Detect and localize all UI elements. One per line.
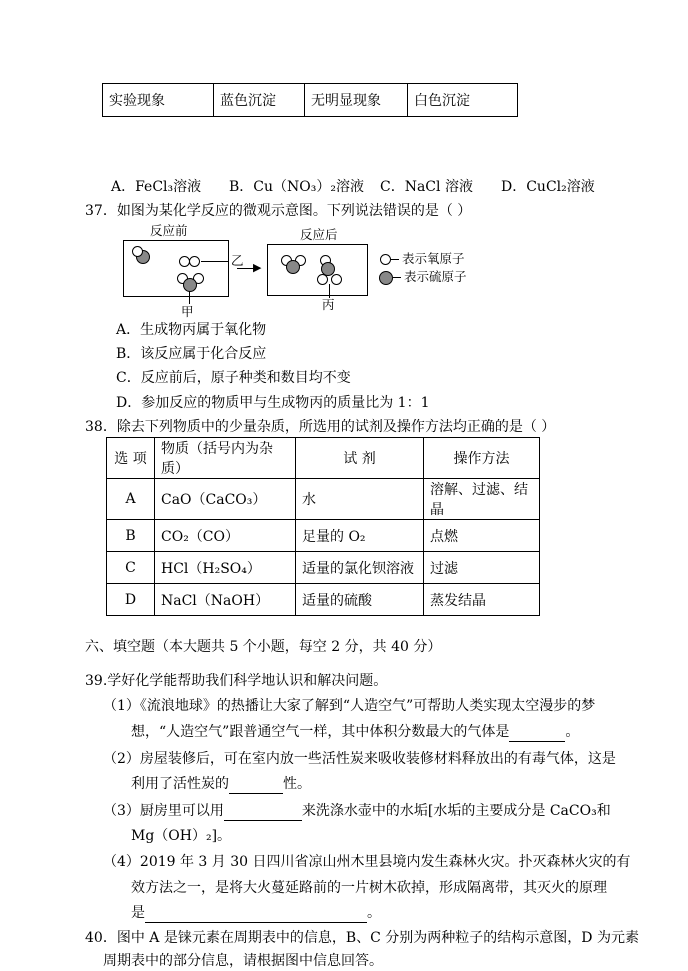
table-cell: 溶解、过滤、结晶	[424, 479, 540, 520]
table-cell: HCl（H₂SO₄）	[155, 552, 296, 584]
table-header: 操作方法	[424, 438, 540, 479]
table-cell: C	[107, 552, 155, 584]
arrow-head-icon: ▶	[253, 261, 262, 274]
q36-option-c: C．NaCl 溶液	[380, 179, 473, 195]
label-line	[201, 261, 229, 262]
legend-sulfur-icon	[379, 271, 393, 285]
oxygen-atom	[317, 274, 328, 285]
legend-line	[393, 277, 401, 278]
table-header: 试 剂	[296, 438, 424, 479]
q39-part4: （4）2019 年 3 月 30 日四川省凉山州木里县境内发生森林火灾。扑灭森林火灾的有	[103, 854, 631, 870]
q39-part1: （1）《流浪地球》的热播让大家了解到“人造空气”可帮助人类实现太空漫步的梦	[103, 698, 596, 714]
q36-option-d: D．CuCl₂溶液	[501, 179, 595, 195]
label-yi: 乙	[231, 253, 244, 268]
q38-stem: 38．除去下列物质中的少量杂质，所选用的试剂及操作方法均正确的是（ ）	[85, 419, 556, 435]
legend-line	[391, 259, 399, 260]
q39-stem: 39.学好化学能帮助我们科学地认识和解决问题。	[85, 673, 388, 689]
table-cell: 白色沉淀	[408, 84, 518, 117]
table-header: 选 项	[107, 438, 155, 479]
q36-option-b: B．Cu（NO₃）₂溶液	[229, 179, 364, 195]
after-box	[267, 244, 368, 296]
answer-blank[interactable]	[145, 908, 367, 923]
table-cell: NaCl（NaOH）	[155, 584, 296, 616]
legend-oxygen-label: 表示氧原子	[402, 251, 465, 266]
q37-option-a: A．生成物丙属于氧化物	[116, 322, 267, 338]
table-cell: 实验现象	[103, 84, 214, 117]
sulfur-atom	[183, 278, 197, 292]
q39-part4-end	[131, 903, 381, 923]
q37-stem: 37．如图为某化学反应的微观示意图。下列说法错误的是（ ）	[85, 203, 472, 219]
table-cell: 适量的硫酸	[296, 584, 424, 616]
table-cell: 蒸发结晶	[424, 584, 540, 616]
table-cell: CaO（CaCO₃）	[155, 479, 296, 520]
result-table	[102, 83, 518, 117]
table-cell: CO₂（CO）	[155, 520, 296, 552]
q39-part2-text: 利用了活性炭的	[131, 776, 229, 792]
after-label: 反应后	[300, 227, 338, 242]
q39-part3	[103, 801, 611, 821]
table-row	[107, 584, 540, 616]
oxygen-atom	[331, 274, 342, 285]
oxygen-atom	[132, 246, 143, 257]
q39-part2-cont	[131, 774, 311, 794]
table-cell: 过滤	[424, 552, 540, 584]
table-cell: 足量的 O₂	[296, 520, 424, 552]
table-cell: 适量的氯化钡溶液	[296, 552, 424, 584]
q39-part4-cont: 效方法之一，是将大火蔓延路前的一片树木砍掉，形成隔离带，其灭火的原理	[131, 880, 607, 896]
table-cell: 水	[296, 479, 424, 520]
q38-table	[106, 437, 540, 616]
sulfur-atom	[286, 260, 300, 274]
q39-part3-cont: Mg（OH）₂]。	[131, 828, 232, 844]
table-row	[107, 552, 540, 584]
answer-blank[interactable]	[224, 806, 302, 821]
q39-part4-text: 是	[131, 905, 145, 921]
table-cell: B	[107, 520, 155, 552]
table-cell: 蓝色沉淀	[214, 84, 305, 117]
legend-sulfur-label: 表示硫原子	[404, 269, 467, 284]
label-jia: 甲	[181, 304, 194, 319]
before-label: 反应前	[150, 223, 188, 238]
q39-part1-cont	[131, 722, 579, 742]
table-row	[107, 520, 540, 552]
table-cell: A	[107, 479, 155, 520]
table-cell: 点燃	[424, 520, 540, 552]
section-heading: 六、填空题（本大题共 5 个小题，每空 2 分，共 40 分）	[85, 639, 442, 655]
oxygen-atom	[189, 256, 200, 267]
legend-oxygen-icon	[380, 254, 391, 265]
q37-option-c: C．反应前后，原子种类和数目均不变	[116, 370, 351, 386]
table-cell: D	[107, 584, 155, 616]
table-header: 物质（括号内为杂质）	[155, 438, 296, 479]
q39-part2: （2）房屋装修后，可在室内放一些活性炭来吸收装修材料释放出的有毒气体，这是	[103, 751, 616, 767]
q40-stem: 40．图中 A 是铼元素在周期表中的信息，B、C 分别为两种粒子的结构示意图，D 为元素	[85, 930, 639, 946]
table-cell: 无明显现象	[305, 84, 408, 117]
q36-option-a: A．FeCl₃溶液	[111, 179, 202, 195]
q37-option-d: D．参加反应的物质甲与生成物丙的质量比为 1：1	[116, 395, 430, 411]
answer-blank[interactable]	[509, 727, 565, 742]
period: 。	[565, 724, 580, 740]
table-row	[107, 479, 540, 520]
answer-blank[interactable]	[229, 779, 283, 794]
q40-stem-cont: 周期表中的部分信息，请根据图中信息回答。	[103, 953, 383, 969]
period: 。	[367, 905, 381, 921]
label-bing: 丙	[322, 297, 335, 312]
q39-part1-text: 想，“人造空气”跟普通空气一样，其中体积分数最大的气体是	[131, 724, 510, 740]
q37-option-b: B．该反应属于化合反应	[116, 346, 267, 362]
q39-part3-text: （3）厨房里可以用	[103, 803, 224, 819]
q39-part3-rest: 来洗涤水壶中的水垢[水垢的主要成分是 CaCO₃和	[301, 803, 611, 819]
q39-part2-end: 性。	[283, 776, 311, 792]
